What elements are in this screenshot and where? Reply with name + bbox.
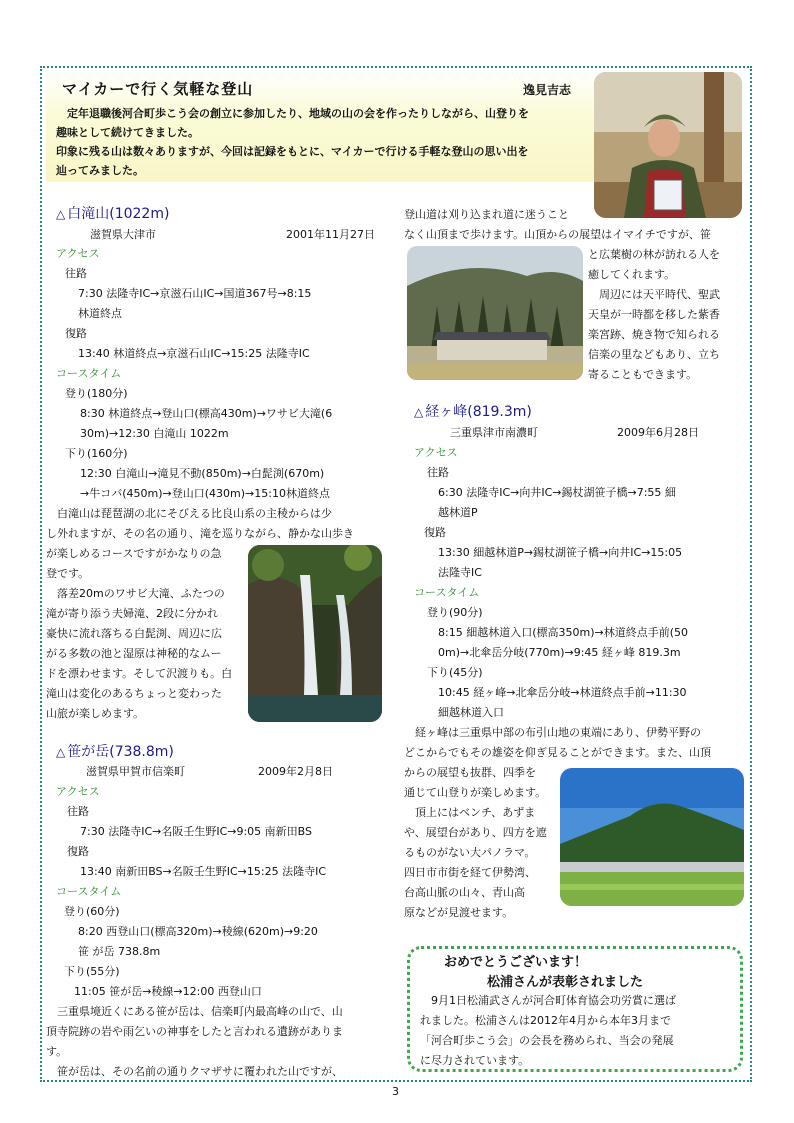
desc-line: 頂寺院跡の岩や雨乞いの神事をしたと言われる遺跡がありま — [46, 1025, 343, 1038]
access-label: アクセス — [56, 247, 100, 260]
mountain-name: 経ヶ峰(819.3m) — [425, 404, 532, 420]
route-line: 細越林道入口 — [438, 706, 504, 719]
intro-line: 印象に残る山は数々ありますが、今回は記録をもとに、マイカーで行ける手軽な登山の思い出を — [56, 145, 529, 158]
village-photo — [407, 246, 583, 380]
mountain-name: 笹が岳(738.8m) — [67, 744, 174, 760]
notice-line: 9月1日松浦武さんが河合町体育協会功労賞に選ば — [420, 994, 676, 1007]
desc-line: 滝山は変化のあるちょっと変わった — [46, 687, 222, 700]
date: 2001年11月27日 — [286, 228, 375, 241]
desc-line: 頂上にはベンチ、あずま — [404, 806, 536, 819]
route-line: 30m)→12:30 白滝山 1022m — [80, 427, 229, 440]
route-line: 0m)→北傘岳分岐(770m)→9:45 経ヶ峰 819.3m — [438, 646, 681, 659]
route-line: 8:20 西登山口(標高320m)→稜線(620m)→9:20 — [78, 925, 318, 938]
desc-line: 信楽の里などもあり、立ち — [588, 348, 720, 361]
desc-line: 白滝山は琵琶湖の北にそびえる比良山系の主稜からは少 — [46, 507, 332, 520]
course-label: コースタイム — [56, 885, 122, 898]
notice-line: に尽力されています。 — [420, 1054, 530, 1067]
course-label: コースタイム — [56, 367, 122, 380]
up-label: 登り(60分) — [64, 905, 120, 918]
desc-line: なく山頂まで歩けます。山頂からの展望はイマイチですが、笹 — [404, 228, 711, 241]
route-line: 12:30 白滝山→滝見不動(850m)→白髭渕(670m) — [80, 467, 325, 480]
desc-line: 原などが見渡せます。 — [404, 906, 514, 919]
route-line: 7:30 法隆寺IC→名阪壬生野IC→9:05 南新田BS — [80, 825, 313, 838]
location: 滋賀県甲賀市信楽町 — [86, 765, 185, 778]
return-label: 復路 — [424, 526, 446, 539]
outbound-label: 往路 — [427, 466, 449, 479]
mountain-icon: △ — [56, 207, 66, 221]
mountain-icon: △ — [56, 745, 66, 759]
return-label: 復路 — [65, 327, 87, 340]
desc-line: 楽宮跡、焼き物で知られる — [588, 328, 720, 341]
up-label: 登り(180分) — [65, 387, 128, 400]
desc-line: し外れますが、その名の通り、滝を巡りながら、静かな山歩き — [46, 527, 354, 540]
desc-line: 四日市市街を経て伊勢湾、 — [404, 866, 536, 879]
access-label: アクセス — [56, 785, 100, 798]
intro-line: 定年退職後河合町歩こう会の創立に参加したり、地域の山の会を作ったりしながら、山登りを — [56, 107, 529, 120]
desc-line: す。 — [46, 1045, 68, 1058]
route-line: 7:30 法隆寺IC→京滋石山IC→国道367号→8:15 — [78, 287, 312, 300]
desc-line: 豪快に流れ落ちる白髭渕、周辺に広 — [46, 627, 222, 640]
date: 2009年6月28日 — [617, 426, 699, 439]
route-line: 8:15 細越林道入口(標高350m)→林道終点手前(50 — [438, 626, 688, 639]
section-heading-shirataki — [56, 203, 169, 223]
desc-line: どこからでもその雄姿を仰ぎ見ることができます。また、山頂 — [404, 746, 712, 759]
notice-line: れました。松浦さんは2012年4月から本年3月まで — [420, 1014, 671, 1027]
desc-line: 通じて山登りが楽しめます。 — [404, 786, 547, 799]
location: 三重県津市南濃町 — [450, 426, 538, 439]
section-heading-kyogamine — [414, 401, 532, 421]
route-line: 笹 が岳 738.8m — [78, 945, 161, 958]
desc-line: 周辺には天平時代、聖武 — [588, 288, 720, 301]
desc-line: 落差20mのワサビ大滝、ふたつの — [46, 587, 225, 600]
desc-line: 登です。 — [46, 567, 90, 580]
desc-line: 三重県境近くにある笹が岳は、信楽町内最高峰の山で、山 — [46, 1005, 343, 1018]
page-number: 3 — [392, 1085, 399, 1098]
access-label: アクセス — [414, 446, 458, 459]
course-label: コースタイム — [414, 586, 480, 599]
down-label: 下り(55分) — [64, 965, 120, 978]
route-line: 6:30 法隆寺IC→向井IC→錫杖湖笹子橋→7:55 細 — [438, 486, 676, 499]
desc-line: 寄ることもできます。 — [588, 368, 698, 381]
route-line: 13:40 林道終点→京滋石山IC→15:25 法隆寺IC — [78, 347, 310, 360]
author-photo — [594, 72, 742, 218]
route-line: 8:30 林道終点→登山口(標高430m)→ワサビ大滝(6 — [80, 407, 333, 420]
desc-line: 経ヶ峰は三重県中部の布引山地の東端にあり、伊勢平野の — [404, 726, 701, 739]
route-line: 11:05 笹が岳→稜線→12:00 西登山口 — [74, 985, 262, 998]
desc-line: がる多数の池と湿原は神秘的なムー — [46, 647, 222, 660]
intro-line: 辿ってみました。 — [56, 164, 144, 177]
article-intro — [56, 104, 586, 180]
outbound-label: 往路 — [67, 805, 89, 818]
down-label: 下り(160分) — [65, 447, 128, 460]
notice-subtitle: 松浦さんが表彰されました — [487, 975, 644, 990]
desc-line: ドを漂わせます。そして沢渡りも。白 — [46, 667, 233, 680]
desc-line: や、展望台があり、四方を遮 — [404, 826, 547, 839]
desc-line: 癒してくれます。 — [588, 268, 676, 281]
return-label: 復路 — [67, 845, 89, 858]
route-line: 林道終点 — [78, 307, 122, 320]
mountain-photo — [560, 768, 744, 906]
desc-line: 山旅が楽しめます。 — [46, 707, 145, 720]
desc-line: が楽しめるコースですがかなりの急 — [46, 547, 222, 560]
mountain-name: 白滝山(1022m) — [67, 206, 170, 222]
up-label: 登り(90分) — [427, 606, 483, 619]
waterfall-photo — [248, 545, 382, 722]
desc-line: と広葉樹の林が訪れる人を — [588, 248, 720, 261]
intro-line: 趣味として続けてきました。 — [56, 126, 199, 139]
route-line: →牛コバ(450m)→登山口(430m)→15:10林道終点 — [80, 487, 330, 500]
down-label: 下り(45分) — [427, 666, 483, 679]
route-line: 10:45 経ヶ峰→北傘岳分岐→林道終点手前→11:30 — [438, 686, 687, 699]
desc-line: るものがない大パノラマ。 — [404, 846, 536, 859]
article-author: 逸見吉志 — [523, 83, 572, 97]
outbound-label: 往路 — [65, 267, 87, 280]
date: 2009年2月8日 — [258, 765, 333, 778]
desc-line: 笹が岳は、その名前の通りクマザサに覆われた山ですが、 — [46, 1065, 343, 1078]
desc-line: 台高山脈の山々、青山高 — [404, 886, 525, 899]
desc-line: からの展望も抜群、四季を — [404, 766, 536, 779]
article-title: マイカーで行く気軽な登山 — [62, 80, 254, 98]
route-line: 13:40 南新田BS→名阪壬生野IC→15:25 法隆寺IC — [80, 865, 327, 878]
route-line: 越林道P — [438, 506, 478, 519]
desc-line: 滝が寄り添う夫婦滝、2段に分かれ — [46, 607, 218, 620]
desc-line: 天皇が一時都を移した紫香 — [588, 308, 720, 321]
mountain-icon: △ — [414, 405, 424, 419]
route-line: 13:30 細越林道P→錫杖湖笹子橋→向井IC→15:05 — [438, 546, 683, 559]
desc-line: 登山道は刈り込まれ道に迷うこと — [404, 208, 569, 221]
section-heading-sasagatake — [56, 741, 174, 761]
location: 滋賀県大津市 — [90, 228, 156, 241]
route-line: 法隆寺IC — [438, 566, 482, 579]
notice-line: 「河合町歩こう会」の会長を務められ、当会の発展 — [420, 1034, 674, 1047]
notice-title: おめでとうございます！ — [444, 955, 588, 970]
